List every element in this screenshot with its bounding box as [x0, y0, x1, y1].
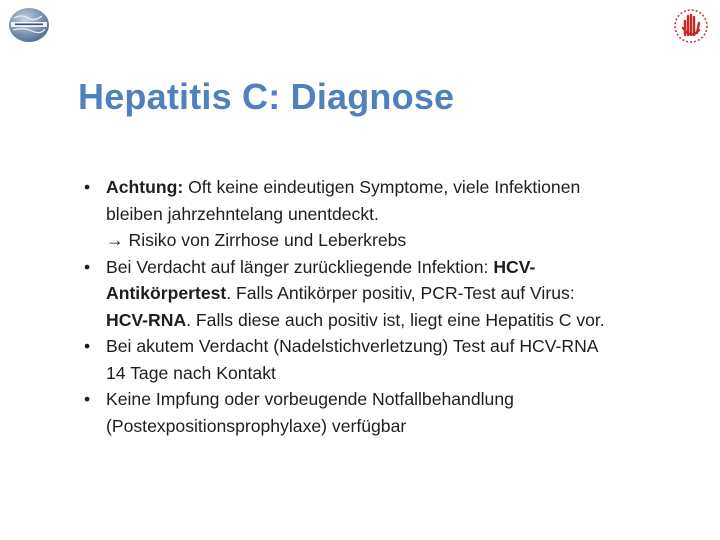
bullet-bold: Antikörpertest: [106, 283, 227, 303]
bullet-icon: •: [84, 177, 91, 197]
bullet-text: Risiko von Zirrhose und Leberkrebs: [128, 230, 407, 250]
bullet-text: Bei akutem Verdacht (Nadelstichverletzung) Test auf HCV-RNA: [106, 336, 599, 356]
arrow-icon: →: [106, 230, 124, 250]
list-item: [82, 254, 692, 334]
bullet-icon: •: [84, 389, 91, 409]
bullet-icon: •: [84, 256, 91, 277]
bullet-text: bleiben jahrzehntelang unentdeckt.: [106, 203, 379, 224]
page-title: Hepatitis C: Diagnose: [78, 76, 455, 117]
bullet-bold: HCV-: [493, 256, 536, 277]
list-item: [82, 333, 692, 386]
bullet-list: [82, 174, 692, 439]
bullet-text: Bei Verdacht auf länger zurückliegende Infektion:: [106, 256, 489, 277]
list-item: [82, 386, 692, 439]
bullet-text: . Falls Antikörper positiv, PCR-Test auf Virus:: [226, 283, 575, 303]
bullet-text: . Falls diese auch positiv ist, liegt eine Hepatitis C vor.: [186, 309, 605, 330]
bullet-bold: HCV-RNA: [106, 309, 187, 330]
bullet-text: Oft keine eindeutigen Symptome, viele Infektionen: [188, 177, 581, 197]
bullet-text: Keine Impfung oder vorbeugende Notfallbehandlung: [106, 389, 514, 409]
hand-emblem-logo: [672, 6, 710, 46]
list-item: [82, 174, 692, 254]
bullet-text: (Postexpositionsprophylaxe) verfügbar: [106, 415, 407, 436]
warning-lead: Achtung:: [106, 177, 184, 197]
globe-logo: [8, 6, 50, 44]
bullet-icon: •: [84, 336, 91, 356]
bullet-text: 14 Tage nach Kontakt: [106, 362, 276, 383]
